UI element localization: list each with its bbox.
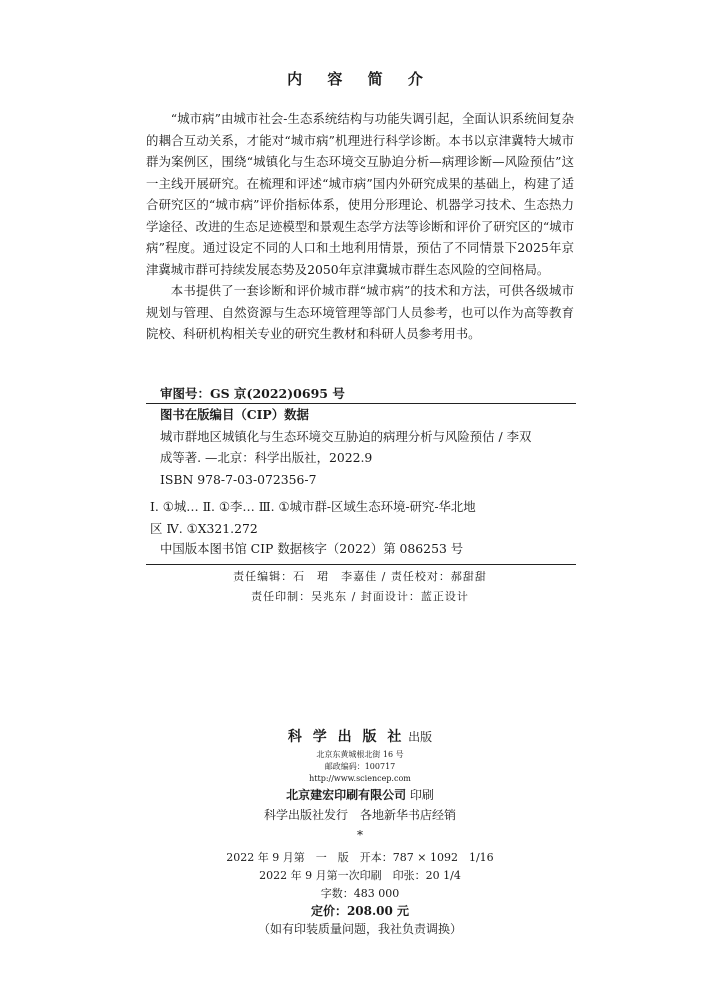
summary-text xyxy=(146,108,574,345)
price: 定价：208.00 元 xyxy=(310,904,410,918)
publisher-postcode: 邮政编码：100717 xyxy=(324,762,396,771)
publisher-name: 科 学 出 版 社 xyxy=(287,729,405,745)
cip-block xyxy=(160,404,580,490)
publisher-line xyxy=(0,728,720,747)
quality-notice: （如有印装质量问题，我社负责调换） xyxy=(257,922,462,936)
distribution-line: 科学出版社发行 各地新华书店经销 xyxy=(263,808,456,822)
printer-name: 北京建宏印刷有限公司 xyxy=(286,788,407,802)
staff-line-2: 责任印制：吴兆东 / 封面设计：蓝正设计 xyxy=(251,590,469,603)
cip-isbn: ISBN 978-7-03-072356-7 xyxy=(160,471,317,487)
cip-class-line-1: Ⅰ. ①城… Ⅱ. ①李… Ⅲ. ①城市群-区域生态环境-研究-华北地 xyxy=(150,499,476,514)
printing-line: 2022 年 9 月第一次印刷 印张：20 1/4 xyxy=(259,869,461,882)
cip-title-line-2: 成等著. —北京：科学出版社，2022.9 xyxy=(160,450,373,465)
edition-line: 2022 年 9 月第 一 版 开本：787 × 1092 1/16 xyxy=(226,851,494,864)
printer-line xyxy=(0,786,720,805)
approval-number: 审图号：GS 京(2022)0695 号 xyxy=(160,386,345,401)
separator-asterisk: * xyxy=(357,828,363,842)
publisher-suffix: 出版 xyxy=(408,730,433,744)
word-count: 字数：483 000 xyxy=(320,887,400,900)
bottom-rule xyxy=(146,564,576,565)
cip-verification: 中国版本图书馆 CIP 数据核字（2022）第 086253 号 xyxy=(160,541,464,556)
printer-suffix: 印刷 xyxy=(409,788,434,802)
publisher-website: http://www.sciencep.com xyxy=(309,774,411,783)
summary-paragraph-1: “城市病”由城市社会-生态系统结构与功能失调引起，全面认识系统间复杂的耦合互动关系，才能对“城市病”机理进行科学诊断。本书以京津冀特大城市群为案例区，围绕“城镇化与生态环境交互胁迫分析—病理诊断—风险预估”这一主线开展研究。在梳理和评述“城市病”国内外研究成果的基础上，构建了适合研究区的“城市病”评价指标体系，使用分形理论、机器学习技术、生态热力学途径、改进的生态足迹模型和景观生态学方法等诊断和评价了研究区的“城市病”程度。通过设定不同的人口和土地利用情景，预估了不同情景下2025年京津冀城市群可持续发展态势及2050年京津冀城市群生态风险的空间格局。 xyxy=(146,111,574,277)
cip-heading: 图书在版编目（CIP）数据 xyxy=(160,407,309,422)
staff-line-1: 责任编辑：石 珺 李嘉佳 / 责任校对：郝甜甜 xyxy=(233,570,487,583)
summary-paragraph-2: 本书提供了一套诊断和评价城市群“城市病”的技术和方法，可供各级城市规划与管理、自然资源与生态环境管理等部门人员参考，也可以作为高等教育院校、科研机构相关专业的研究生教材和科研人员参考用书。 xyxy=(146,283,574,341)
publisher-address: 北京东黄城根北街 16 号 xyxy=(316,750,404,759)
cip-title-line-1: 城市群地区城镇化与生态环境交互胁迫的病理分析与风险预估 / 李双 xyxy=(160,428,532,444)
cip-classification xyxy=(150,496,570,539)
cip-class-line-2: 区 Ⅳ. ①X321.272 xyxy=(150,520,258,536)
page-title: 内 容 简 介 xyxy=(287,70,433,88)
